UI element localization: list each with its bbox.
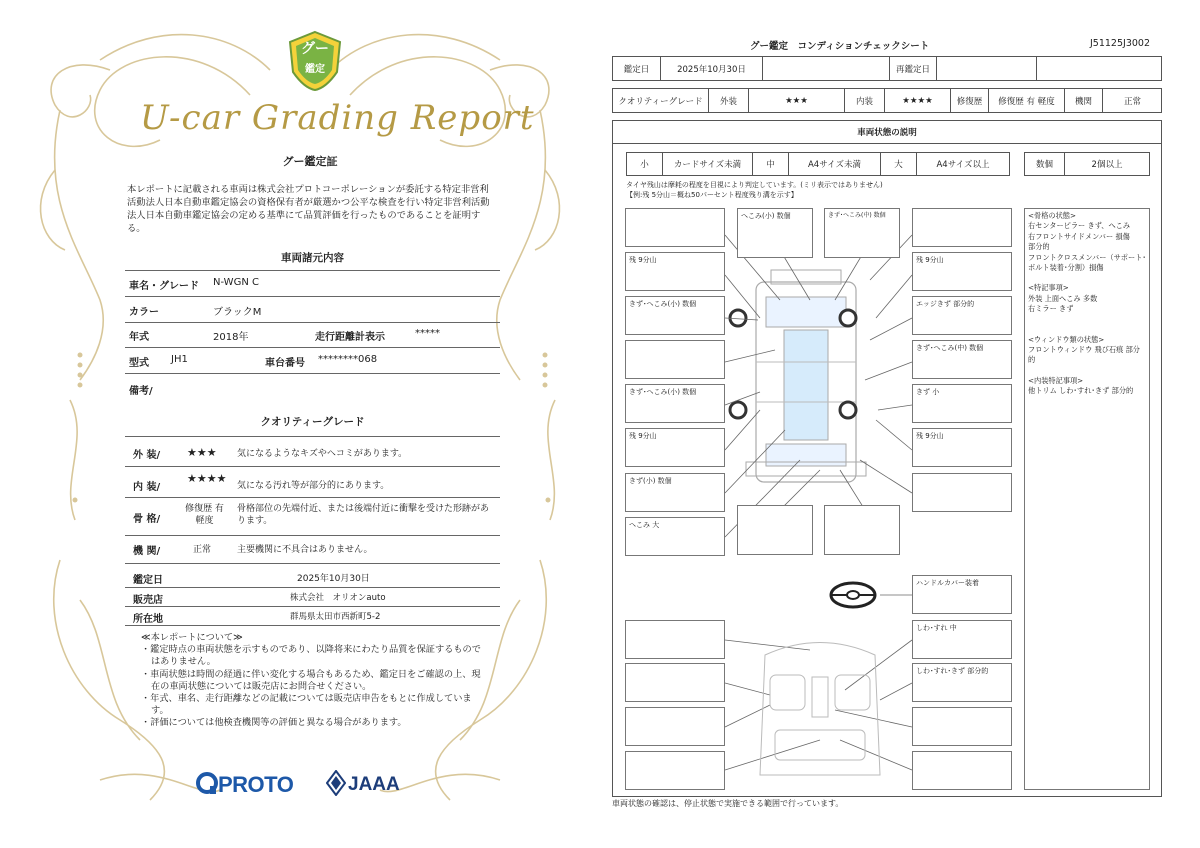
tire-example: 【例:残 5分山＝概ね50パーセント程度残り溝を示す】 xyxy=(626,191,798,199)
name-value: N-WGN C xyxy=(213,277,259,288)
diagram-label: へこみ 大 xyxy=(629,521,660,529)
steering-wheel-icon xyxy=(828,580,878,610)
exterior-grade: ★★★ xyxy=(749,89,845,112)
exterior-grade: ★★★ xyxy=(187,446,217,459)
divider xyxy=(125,587,500,588)
diagram-label: きず(小) 数個 xyxy=(629,477,672,485)
engine-grade: 正常 xyxy=(193,545,212,555)
report-notes xyxy=(139,632,489,730)
size-small: 小 xyxy=(627,153,663,175)
divider xyxy=(125,296,500,297)
note-item: ・車両状態は時間の経過に伴い変化する場合もあるため、鑑定日をご確認の上、現在の車両状態については販売店にお問合せください。 xyxy=(141,668,481,692)
diagram-label: へこみ(小) 数個 xyxy=(741,212,791,220)
date-label: 鑑定日 xyxy=(133,575,163,586)
diagram-label: きず 小 xyxy=(916,388,940,396)
frame-note: 右フロントサイドメンバー 損傷 xyxy=(1028,231,1130,241)
sheet-title: グー鑑定 コンディションチェックシート xyxy=(750,41,930,52)
reappraisal-label: 再鑑定日 xyxy=(890,57,937,80)
diagram-label-box xyxy=(824,208,900,258)
diagram-box xyxy=(737,505,813,555)
badge-label: 鑑定 xyxy=(305,64,325,75)
exterior-desc: 気になるようなキズやヘコミがあります。 xyxy=(237,449,408,459)
chassis-label: 車台番号 xyxy=(265,358,305,369)
report-script-title: U-car Grading Report xyxy=(140,98,535,138)
diagram-label-box xyxy=(625,384,725,423)
diagram-box xyxy=(625,620,725,659)
count-desc: 2個以上 xyxy=(1091,160,1123,170)
interior-note: 他トリム しわ･すれ･きず 部分的 xyxy=(1028,386,1134,396)
address-value: 群馬県太田市西新町5-2 xyxy=(290,612,381,622)
repair-label: 修復歴 xyxy=(951,89,989,112)
size-large: 大 xyxy=(881,153,917,175)
diagram-label: 残 9分山 xyxy=(916,432,944,440)
diagram-label-box xyxy=(625,252,725,291)
diagram-box xyxy=(625,663,725,702)
special-note: 外装 上面へこみ 多数 xyxy=(1028,293,1098,303)
explain-heading: 車両状態の説明 xyxy=(857,128,917,138)
mileage-value: ***** xyxy=(415,328,440,339)
interior-grade: ★★★★ xyxy=(885,89,951,112)
jaaa-logo-icon xyxy=(326,770,346,796)
diagram-box xyxy=(625,707,725,746)
diagram-label-box xyxy=(912,296,1012,335)
engine-label: 機関 xyxy=(1065,89,1103,112)
diagram-label: きず･へこみ(中) 数個 xyxy=(828,212,886,219)
side-notes xyxy=(1024,208,1150,790)
interior-heading: <内装特記事項> xyxy=(1028,375,1084,385)
note-item: ・鑑定時点の車両状態を示すものであり、以降将来にわたり品質を保証するものではありません。 xyxy=(141,644,481,668)
size-medium-desc: A4サイズ未満 xyxy=(789,153,881,175)
model-label: 型式 xyxy=(129,358,149,369)
diagram-label-box xyxy=(912,663,1012,702)
diagram-label: 残 9分山 xyxy=(629,432,657,440)
size-large-desc: A4サイズ以上 xyxy=(936,160,990,170)
date-value: 2025年10月30日 xyxy=(297,574,370,584)
remarks-label: 備考/ xyxy=(129,386,153,397)
diagram-label-box xyxy=(912,620,1012,659)
count-label: 数個 xyxy=(1025,153,1065,175)
diagram-label: しわ･すれ･きず 部分的 xyxy=(916,667,989,675)
special-heading: <特記事項> xyxy=(1028,283,1069,293)
frame-grade: 修復歴 有 軽度 xyxy=(185,504,224,526)
diagram-box xyxy=(625,340,725,379)
diagram-label: きず･へこみ(小) 数個 xyxy=(629,388,697,396)
frame-note: 右センターピラー きず、へこみ xyxy=(1028,221,1131,231)
note-item: ・年式、車名、走行距離などの記載については販売店申告をもとに作成しています。 xyxy=(141,693,472,717)
shop-value: 株式会社 オリオンauto xyxy=(290,593,386,603)
color-label: カラー xyxy=(129,307,159,318)
appraisal-date-value: 2025年10月30日 xyxy=(661,57,763,80)
exterior-label: 外 装/ xyxy=(133,450,161,461)
special-note: 右ミラー きず xyxy=(1028,304,1074,314)
divider xyxy=(125,535,500,536)
appraisal-date-label: 鑑定日 xyxy=(613,57,661,80)
specs-heading: 車両諸元内容 xyxy=(281,252,344,264)
diagram-box xyxy=(912,208,1012,247)
diagram-label: ハンドルカバー装着 xyxy=(916,579,979,587)
engine-desc: 主要機関に不具合はありません。 xyxy=(237,545,373,555)
interior-grade: ★★★★ xyxy=(187,472,227,485)
diagram-label: しわ･すれ 中 xyxy=(916,624,957,632)
diagram-label-box xyxy=(625,428,725,467)
interior-label: 内装 xyxy=(845,89,885,112)
certificate-title: グー鑑定証 xyxy=(282,155,338,168)
engine-label: 機 関/ xyxy=(133,546,161,557)
sheet-id: J51125J3002 xyxy=(1090,38,1151,49)
divider xyxy=(125,436,500,437)
divider xyxy=(125,625,500,626)
diagram-label: 残 9分山 xyxy=(916,256,944,264)
diagram-box xyxy=(824,505,900,555)
proto-logo-icon xyxy=(196,770,218,796)
repair-value: 修復歴 有 軽度 xyxy=(989,89,1065,112)
year-label: 年式 xyxy=(129,332,149,343)
divider xyxy=(125,322,500,323)
color-value: ブラックM xyxy=(213,307,262,318)
diagram-label-box xyxy=(912,252,1012,291)
condition-check-sheet xyxy=(600,0,1200,848)
diagram-label-box xyxy=(912,575,1012,614)
footer-note: 車両状態の確認は、停止状態で実施できる範囲で行っています。 xyxy=(612,799,844,808)
quality-grade-label: クオリティーグレード xyxy=(613,89,709,112)
model-value: JH1 xyxy=(171,354,188,365)
diagram-label: きず･へこみ(小) 数個 xyxy=(629,300,697,308)
car-interior-diagram xyxy=(750,635,890,785)
frame-note: フロントクロスメンバー（サポート･ボルト装着･分割）損傷 xyxy=(1028,252,1146,273)
divider xyxy=(125,606,500,607)
engine-value: 正常 xyxy=(1123,96,1141,107)
divider xyxy=(125,497,500,498)
exterior-label: 外装 xyxy=(709,89,749,112)
year-value: 2018年 xyxy=(213,332,249,343)
chassis-value: ********068 xyxy=(318,354,378,365)
diagram-label: 残 9分山 xyxy=(629,256,657,264)
divider xyxy=(125,270,500,271)
frame-desc: 骨格部位の先端付近、または後端付近に衝撃を受けた形跡があります。 xyxy=(237,504,490,526)
frame-label: 骨 格/ xyxy=(133,514,161,525)
window-heading: <ウィンドウ類の状態> xyxy=(1028,334,1105,344)
name-label: 車名・グレード xyxy=(129,281,199,292)
diagram-box xyxy=(912,751,1012,790)
shop-label: 販売店 xyxy=(133,595,163,606)
note-item: ・評価については他検査機関等の評価と異なる場合があります。 xyxy=(141,717,407,729)
diagram-label: きず･へこみ(中) 数個 xyxy=(916,344,984,352)
certificate-intro: 本レポートに記載される車両は株式会社プロトコーポレーションが委託する特定非営利活動法人日本自動車鑑定協会の資格保有者が厳選かつ公平な検査を行い特定非営利活動法人日本自動車鑑定協会の定める基準にて品質評価を行ったものであることを証明する。 xyxy=(127,184,490,234)
address-label: 所在地 xyxy=(133,614,163,625)
size-small-desc: カードサイズ未満 xyxy=(663,153,753,175)
size-medium: 中 xyxy=(753,153,789,175)
quality-row-frame xyxy=(125,503,500,531)
diagram-box xyxy=(625,751,725,790)
divider xyxy=(125,466,500,467)
diagram-label-box xyxy=(912,384,1012,423)
diagram-label-box xyxy=(625,473,725,512)
interior-label: 内 装/ xyxy=(133,482,161,493)
diagram-label-box xyxy=(737,208,813,258)
divider xyxy=(125,347,500,348)
notes-heading: ≪本レポートについて≫ xyxy=(141,632,243,643)
divider xyxy=(125,373,500,374)
diagram-box xyxy=(625,208,725,247)
jaaa-logo: JAAA xyxy=(348,774,400,795)
tire-note: タイヤ残山は摩耗の程度を目視により判定しています。(ミリ表示ではありません) xyxy=(626,181,883,189)
mileage-label: 走行距離計表示 xyxy=(315,332,385,343)
diagram-label-box xyxy=(625,517,725,556)
diagram-label-box xyxy=(625,296,725,335)
frame-heading: <骨格の状態> xyxy=(1028,211,1076,220)
diagram-label-box xyxy=(912,428,1012,467)
diagram-label-box xyxy=(912,340,1012,379)
quality-heading: クオリティーグレード xyxy=(260,416,365,428)
diagram-box xyxy=(912,473,1012,512)
diagram-label: エッジきず 部分的 xyxy=(916,300,975,308)
badge-mark: グー xyxy=(301,41,329,57)
proto-logo: PROTO xyxy=(218,772,294,797)
divider xyxy=(125,563,500,564)
window-note: フロントウィンドウ 飛び石痕 部分的 xyxy=(1028,345,1140,365)
frame-note: 部分的 xyxy=(1028,242,1050,252)
interior-desc: 気になる汚れ等が部分的にあります。 xyxy=(237,481,390,491)
diagram-box xyxy=(912,707,1012,746)
